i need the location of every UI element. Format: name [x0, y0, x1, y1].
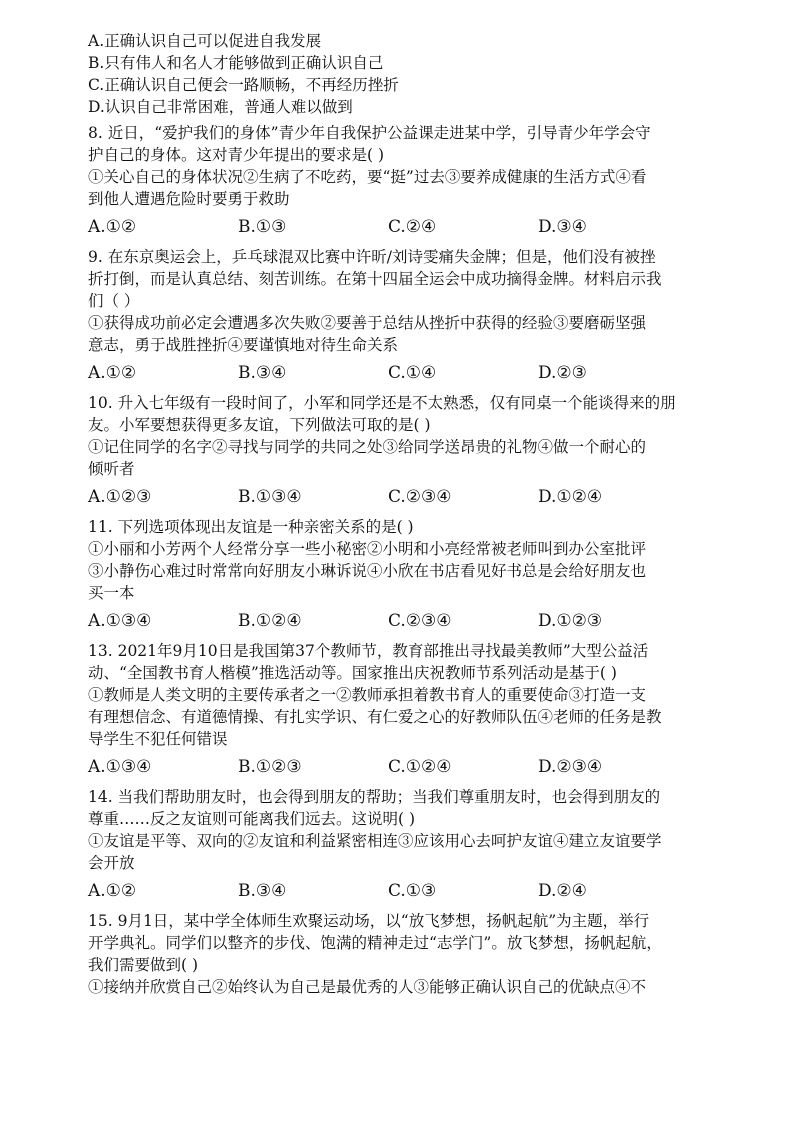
statement-line: 有理想信念、有道德情操、有扎实学识、有仁爱之心的好教师队伍④老师的任务是教	[88, 708, 662, 726]
answer-choice: B.③④	[238, 881, 287, 901]
statement-line: 倾听者	[88, 460, 135, 478]
answer-choice: B.③④	[238, 363, 287, 383]
statement-line: 到他人遭遇危险时要勇于救助	[88, 190, 290, 208]
answer-choice: C.①②④	[388, 757, 452, 777]
question-stem-line: 护自己的身体。这对青少年提出的要求是( )	[88, 146, 385, 164]
question-block	[88, 640, 700, 782]
question-stem-line: 9. 在东京奥运会上，乒乓球混双比赛中许昕/刘诗雯痛失金牌；但是，他们没有被挫	[88, 248, 656, 266]
statement-line: 意志，勇于战胜挫折④要谨慎地对待生命关系	[88, 336, 399, 354]
statement-line: ①教师是人类文明的主要传承者之一②教师承担着教书育人的重要使命③打造一支	[88, 686, 647, 704]
answer-choices	[88, 606, 700, 636]
question-block	[88, 910, 700, 998]
option-a: A.正确认识自己可以促进自我发展	[88, 32, 322, 50]
question-block	[88, 246, 700, 388]
answer-choices	[88, 876, 700, 906]
question-block	[88, 786, 700, 906]
question-stem-line: 10. 升入七年级有一段时间了，小军和同学还是不太熟悉，仅有同桌一个能谈得来的朋	[88, 394, 676, 412]
answer-choice: C.①④	[388, 363, 437, 383]
answer-choice: A.①②③	[88, 487, 152, 507]
statement-line: 导学生不犯任何错误	[88, 730, 228, 748]
option-d: D.认识自己非常困难，普通人难以做到	[88, 98, 353, 116]
question-stem-line: 开学典礼。同学们以整齐的步伐、饱满的精神走过“志学门”。放飞梦想，扬帆起航，	[88, 934, 662, 952]
question-list	[88, 122, 700, 998]
option-b: B.只有伟人和名人才能够做到正确认识自己	[88, 54, 384, 72]
answer-choice: B.①②③	[238, 757, 302, 777]
question-block	[88, 392, 700, 512]
question-stem-line: 们（ ）	[88, 292, 140, 310]
question-stem-line: 11. 下列选项体现出友谊是一种亲密关系的是( )	[88, 518, 414, 536]
answer-choice: D.①②③	[538, 611, 603, 631]
statement-line: 买一本	[88, 584, 135, 602]
answer-choices	[88, 212, 700, 242]
option-c: C.正确认识自己便会一路顺畅，不再经历挫折	[88, 76, 399, 94]
answer-choice: C.①③	[388, 881, 437, 901]
answer-choice: A.①②	[88, 881, 137, 901]
answer-choice: D.②④	[538, 881, 587, 901]
answer-choice: B.①②④	[238, 611, 302, 631]
statement-line: ①接纳并欣赏自己②始终认为自己是最优秀的人③能够正确认识自己的优缺点④不	[88, 978, 647, 996]
answer-choice: A.①③④	[88, 757, 152, 777]
question-stem-line: 15. 9月1日，某中学全体师生欢聚运动场，以“放飞梦想，扬帆起航”为主题，举行	[88, 912, 650, 930]
exam-page	[88, 30, 700, 1000]
answer-choice: D.①②④	[538, 487, 603, 507]
answer-choice: B.①③	[238, 217, 287, 237]
answer-choice: D.③④	[538, 217, 587, 237]
question-stem-line: 我们需要做到( )	[88, 956, 199, 974]
answer-choice: B.①③④	[238, 487, 302, 507]
question-stem-line: 14. 当我们帮助朋友时，也会得到朋友的帮助；当我们尊重朋友时，也会得到朋友的	[88, 788, 661, 806]
statement-line: 会开放	[88, 854, 135, 872]
answer-choices	[88, 752, 700, 782]
answer-choices	[88, 482, 700, 512]
statement-line: ③小静伤心难过时常常向好朋友小琳诉说④小欣在书店看见好书总是会给好朋友也	[88, 562, 647, 580]
question-stem-line: 8. 近日，“爱护我们的身体”青少年自我保护公益课走进某中学，引导青少年学会守	[88, 124, 651, 142]
answer-choice: A.①②	[88, 363, 137, 383]
question-stem-line: 友。小军要想获得更多友谊，下列做法可取的是( )	[88, 416, 431, 434]
question-stem-line: 折打倒，而是认真总结、刻苦训练。在第十四届全运会中成功摘得金牌。材料启示我	[88, 270, 662, 288]
answer-choice: C.②④	[388, 217, 437, 237]
answer-choice: D.②③	[538, 363, 587, 383]
statement-line: ①关心自己的身体状况②生病了不吃药，要“挺”过去③要养成健康的生活方式④看	[88, 168, 647, 186]
answer-choice: A.①③④	[88, 611, 152, 631]
question-stem-line: 13. 2021年9月10日是我国第37个教师节，教育部推出寻找最美教师”大型公益活	[88, 642, 649, 660]
answer-choice: C.②③④	[388, 487, 452, 507]
previous-question-options	[88, 30, 700, 118]
question-block	[88, 122, 700, 242]
question-stem-line: 动、“全国教书育人楷模”推选活动等。国家推出庆祝教师节系列活动是基于( )	[88, 664, 617, 682]
answer-choice: A.①②	[88, 217, 137, 237]
question-stem-line: 尊重……反之友谊则可能离我们远去。这说明( )	[88, 810, 416, 828]
statement-line: ①小丽和小芳两个人经常分享一些小秘密②小明和小亮经常被老师叫到办公室批评	[88, 540, 647, 558]
statement-line: ①获得成功前必定会遭遇多次失败②要善于总结从挫折中获得的经验③要磨砺坚强	[88, 314, 647, 332]
statement-line: ①记住同学的名字②寻找与同学的共同之处③给同学送昂贵的礼物④做一个耐心的	[88, 438, 647, 456]
answer-choice: D.②③④	[538, 757, 603, 777]
statement-line: ①友谊是平等、双向的②友谊和利益紧密相连③应该用心去呵护友谊④建立友谊要学	[88, 832, 662, 850]
answer-choices	[88, 358, 700, 388]
answer-choice: C.②③④	[388, 611, 452, 631]
question-block	[88, 516, 700, 636]
